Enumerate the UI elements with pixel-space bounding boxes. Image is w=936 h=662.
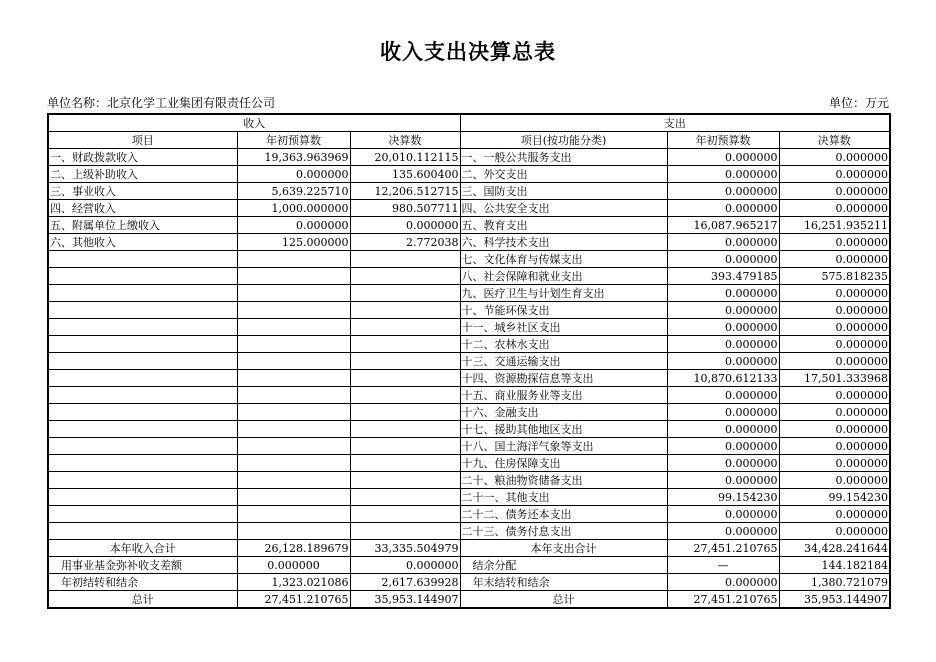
income-item [48,370,237,387]
income-item [48,404,237,421]
income-budget [237,472,350,489]
table-row [48,285,890,302]
unit-info-row [47,94,889,110]
income-budget [237,370,350,387]
income-final [350,268,460,285]
expense-final: 0.000000 [779,183,890,200]
summary-expense-item: 总计 [460,591,667,609]
expense-item: 十九、住房保障支出 [460,455,667,472]
table-row [48,217,890,234]
income-budget [237,438,350,455]
expense-budget: 0.000000 [667,506,779,523]
income-item [48,421,237,438]
expense-budget: 16,087.965217 [667,217,779,234]
expense-budget: 0.000000 [667,319,779,336]
summary-income-final: 35,953.144907 [350,591,460,609]
expense-item: 五、教育支出 [460,217,667,234]
income-budget [237,506,350,523]
summary-income-item: 年初结转和结余 [48,574,237,591]
expense-final: 0.000000 [779,472,890,489]
income-budget [237,421,350,438]
expense-final: 0.000000 [779,234,890,251]
expense-item: 十五、商业服务业等支出 [460,387,667,404]
income-item [48,387,237,404]
table-row [48,370,890,387]
income-item [48,438,237,455]
summary-expense-final: 144.182184 [779,557,890,574]
summary-income-budget: 27,451.210765 [237,591,350,609]
expense-budget: 0.000000 [667,455,779,472]
income-budget [237,489,350,506]
expense-item: 一、一般公共服务支出 [460,149,667,166]
income-final: 12,206.512715 [350,183,460,200]
income-final: 0.000000 [350,217,460,234]
income-budget [237,387,350,404]
table-row [48,149,890,166]
expense-item: 十四、资源勘探信息等支出 [460,370,667,387]
expense-final: 0.000000 [779,319,890,336]
table-row [48,455,890,472]
income-expense-table [47,113,891,609]
income-final [350,472,460,489]
summary-expense-final: 1,380.721079 [779,574,890,591]
expense-budget: 0.000000 [667,183,779,200]
summary-income-item: 总计 [48,591,237,609]
table-row [48,353,890,370]
table-row [48,183,890,200]
expense-item: 九、医疗卫生与计划生育支出 [460,285,667,302]
table-row [48,472,890,489]
income-item [48,336,237,353]
table-row [48,200,890,217]
currency-unit: 单位：万元 [828,96,889,110]
income-budget: 0.000000 [237,166,350,183]
summary-income-final: 2,617.639928 [350,574,460,591]
income-budget: 0.000000 [237,217,350,234]
income-final [350,489,460,506]
summary-income-final: 0.000000 [350,557,460,574]
header-income-budget: 年初预算数 [237,132,350,149]
income-item [48,472,237,489]
summary-expense-final: 34,428.241644 [779,540,890,557]
income-item [48,319,237,336]
expense-final: 17,501.333968 [779,370,890,387]
expense-item: 二十、粮油物资储备支出 [460,472,667,489]
income-final: 980.507711 [350,200,460,217]
expense-final: 16,251.935211 [779,217,890,234]
income-budget [237,302,350,319]
column-header-row [48,132,890,149]
expense-budget: 99.154230 [667,489,779,506]
expense-budget: 0.000000 [667,251,779,268]
expense-item: 二、外交支出 [460,166,667,183]
income-item: 二、上级补助收入 [48,166,237,183]
income-item [48,489,237,506]
income-budget: 1,000.000000 [237,200,350,217]
summary-expense-item: 本年支出合计 [460,540,667,557]
income-final [350,404,460,421]
table-row [48,438,890,455]
income-final [350,506,460,523]
table-row [48,489,890,506]
income-budget [237,336,350,353]
income-item: 一、财政拨款收入 [48,149,237,166]
table-row [48,387,890,404]
expense-final: 0.000000 [779,421,890,438]
summary-income-final: 33,335.504979 [350,540,460,557]
table-row [48,336,890,353]
page-title: 收入支出决算总表 [380,40,556,64]
income-final: 135.600400 [350,166,460,183]
summary-income-budget: 0.000000 [237,557,350,574]
expense-final: 575.818235 [779,268,890,285]
expense-item: 二十二、债务还本支出 [460,506,667,523]
expense-budget: 0.000000 [667,438,779,455]
header-income-item: 项目 [48,132,237,149]
summary-income-item: 本年收入合计 [48,540,237,557]
table-row [48,251,890,268]
header-expense-item: 项目(按功能分类) [460,132,667,149]
income-final [350,285,460,302]
expense-budget: 393.479185 [667,268,779,285]
expense-budget: 0.000000 [667,302,779,319]
expense-item: 三、国防支出 [460,183,667,200]
expense-item: 十八、国土海洋气象等支出 [460,438,667,455]
income-final [350,370,460,387]
expense-item: 四、公共安全支出 [460,200,667,217]
expense-item: 十二、农林水支出 [460,336,667,353]
income-final: 2.772038 [350,234,460,251]
expense-budget: 0.000000 [667,421,779,438]
expense-item: 六、科学技术支出 [460,234,667,251]
expense-item: 七、文化体育与传媒支出 [460,251,667,268]
header-expense-final: 决算数 [779,132,890,149]
expense-budget: 10,870.612133 [667,370,779,387]
section-income-header: 收入 [48,114,460,132]
summary-expense-budget: 0.000000 [667,574,779,591]
table-row [48,302,890,319]
income-item: 六、其他收入 [48,234,237,251]
income-item [48,302,237,319]
income-final [350,421,460,438]
income-budget: 19,363.963969 [237,149,350,166]
summary-expense-item: 结余分配 [460,557,667,574]
income-final [350,353,460,370]
expense-budget: 0.000000 [667,200,779,217]
income-budget: 125.000000 [237,234,350,251]
expense-budget: 0.000000 [667,166,779,183]
income-item [48,285,237,302]
expense-budget: 0.000000 [667,353,779,370]
table-row [48,523,890,540]
income-budget: 5,639.225710 [237,183,350,200]
income-item: 五、附属单位上缴收入 [48,217,237,234]
expense-item: 十一、城乡社区支出 [460,319,667,336]
summary-expense-budget: 27,451.210765 [667,540,779,557]
expense-final: 0.000000 [779,336,890,353]
expense-item: 十、节能环保支出 [460,302,667,319]
expense-budget: 0.000000 [667,149,779,166]
summary-expense-budget: 27,451.210765 [667,591,779,609]
summary-income-budget: 26,128.189679 [237,540,350,557]
income-item [48,251,237,268]
summary-row [48,540,890,557]
expense-item: 二十三、债务付息支出 [460,523,667,540]
expense-final: 0.000000 [779,387,890,404]
income-budget [237,285,350,302]
section-header-row [48,114,890,132]
expense-final: 0.000000 [779,200,890,217]
income-item [48,506,237,523]
income-final [350,387,460,404]
summary-income-item: 用事业基金弥补收支差额 [48,557,237,574]
table-row [48,506,890,523]
expense-budget: 0.000000 [667,336,779,353]
summary-income-budget: 1,323.021086 [237,574,350,591]
income-item [48,455,237,472]
section-expense-header: 支出 [460,114,890,132]
income-budget [237,523,350,540]
expense-final: 0.000000 [779,404,890,421]
table-row [48,234,890,251]
expense-budget: 0.000000 [667,387,779,404]
expense-final: 0.000000 [779,523,890,540]
income-item: 四、经营收入 [48,200,237,217]
expense-item: 十六、金融支出 [460,404,667,421]
expense-final: 0.000000 [779,438,890,455]
income-final: 20,010.112115 [350,149,460,166]
income-item [48,523,237,540]
header-expense-budget: 年初预算数 [667,132,779,149]
income-item: 三、事业收入 [48,183,237,200]
income-budget [237,251,350,268]
income-final [350,523,460,540]
income-budget [237,353,350,370]
summary-row [48,574,890,591]
table-row [48,421,890,438]
income-budget [237,268,350,285]
expense-final: 0.000000 [779,353,890,370]
expense-budget: 0.000000 [667,234,779,251]
expense-budget: 0.000000 [667,404,779,421]
expense-final: 99.154230 [779,489,890,506]
summary-row [48,557,890,574]
income-final [350,336,460,353]
income-item [48,268,237,285]
expense-final: 0.000000 [779,251,890,268]
table-row [48,166,890,183]
income-item [48,353,237,370]
expense-item: 八、社会保障和就业支出 [460,268,667,285]
income-final [350,302,460,319]
expense-final: 0.000000 [779,506,890,523]
income-final [350,438,460,455]
table-row [48,268,890,285]
income-final [350,319,460,336]
income-budget [237,404,350,421]
table-row [48,404,890,421]
unit-name: 单位名称：北京化学工业集团有限责任公司 [47,96,276,110]
summary-expense-budget: — [667,557,779,574]
expense-budget: 0.000000 [667,523,779,540]
income-budget [237,455,350,472]
table-row [48,319,890,336]
expense-budget: 0.000000 [667,472,779,489]
summary-row [48,591,890,609]
summary-expense-item: 年末结转和结余 [460,574,667,591]
expense-budget: 0.000000 [667,285,779,302]
income-final [350,251,460,268]
expense-item: 十三、交通运输支出 [460,353,667,370]
summary-expense-final: 35,953.144907 [779,591,890,609]
income-final [350,455,460,472]
expense-final: 0.000000 [779,302,890,319]
income-budget [237,319,350,336]
expense-item: 十七、援助其他地区支出 [460,421,667,438]
expense-final: 0.000000 [779,455,890,472]
expense-final: 0.000000 [779,149,890,166]
expense-item: 二十一、其他支出 [460,489,667,506]
expense-final: 0.000000 [779,285,890,302]
header-income-final: 决算数 [350,132,460,149]
expense-final: 0.000000 [779,166,890,183]
